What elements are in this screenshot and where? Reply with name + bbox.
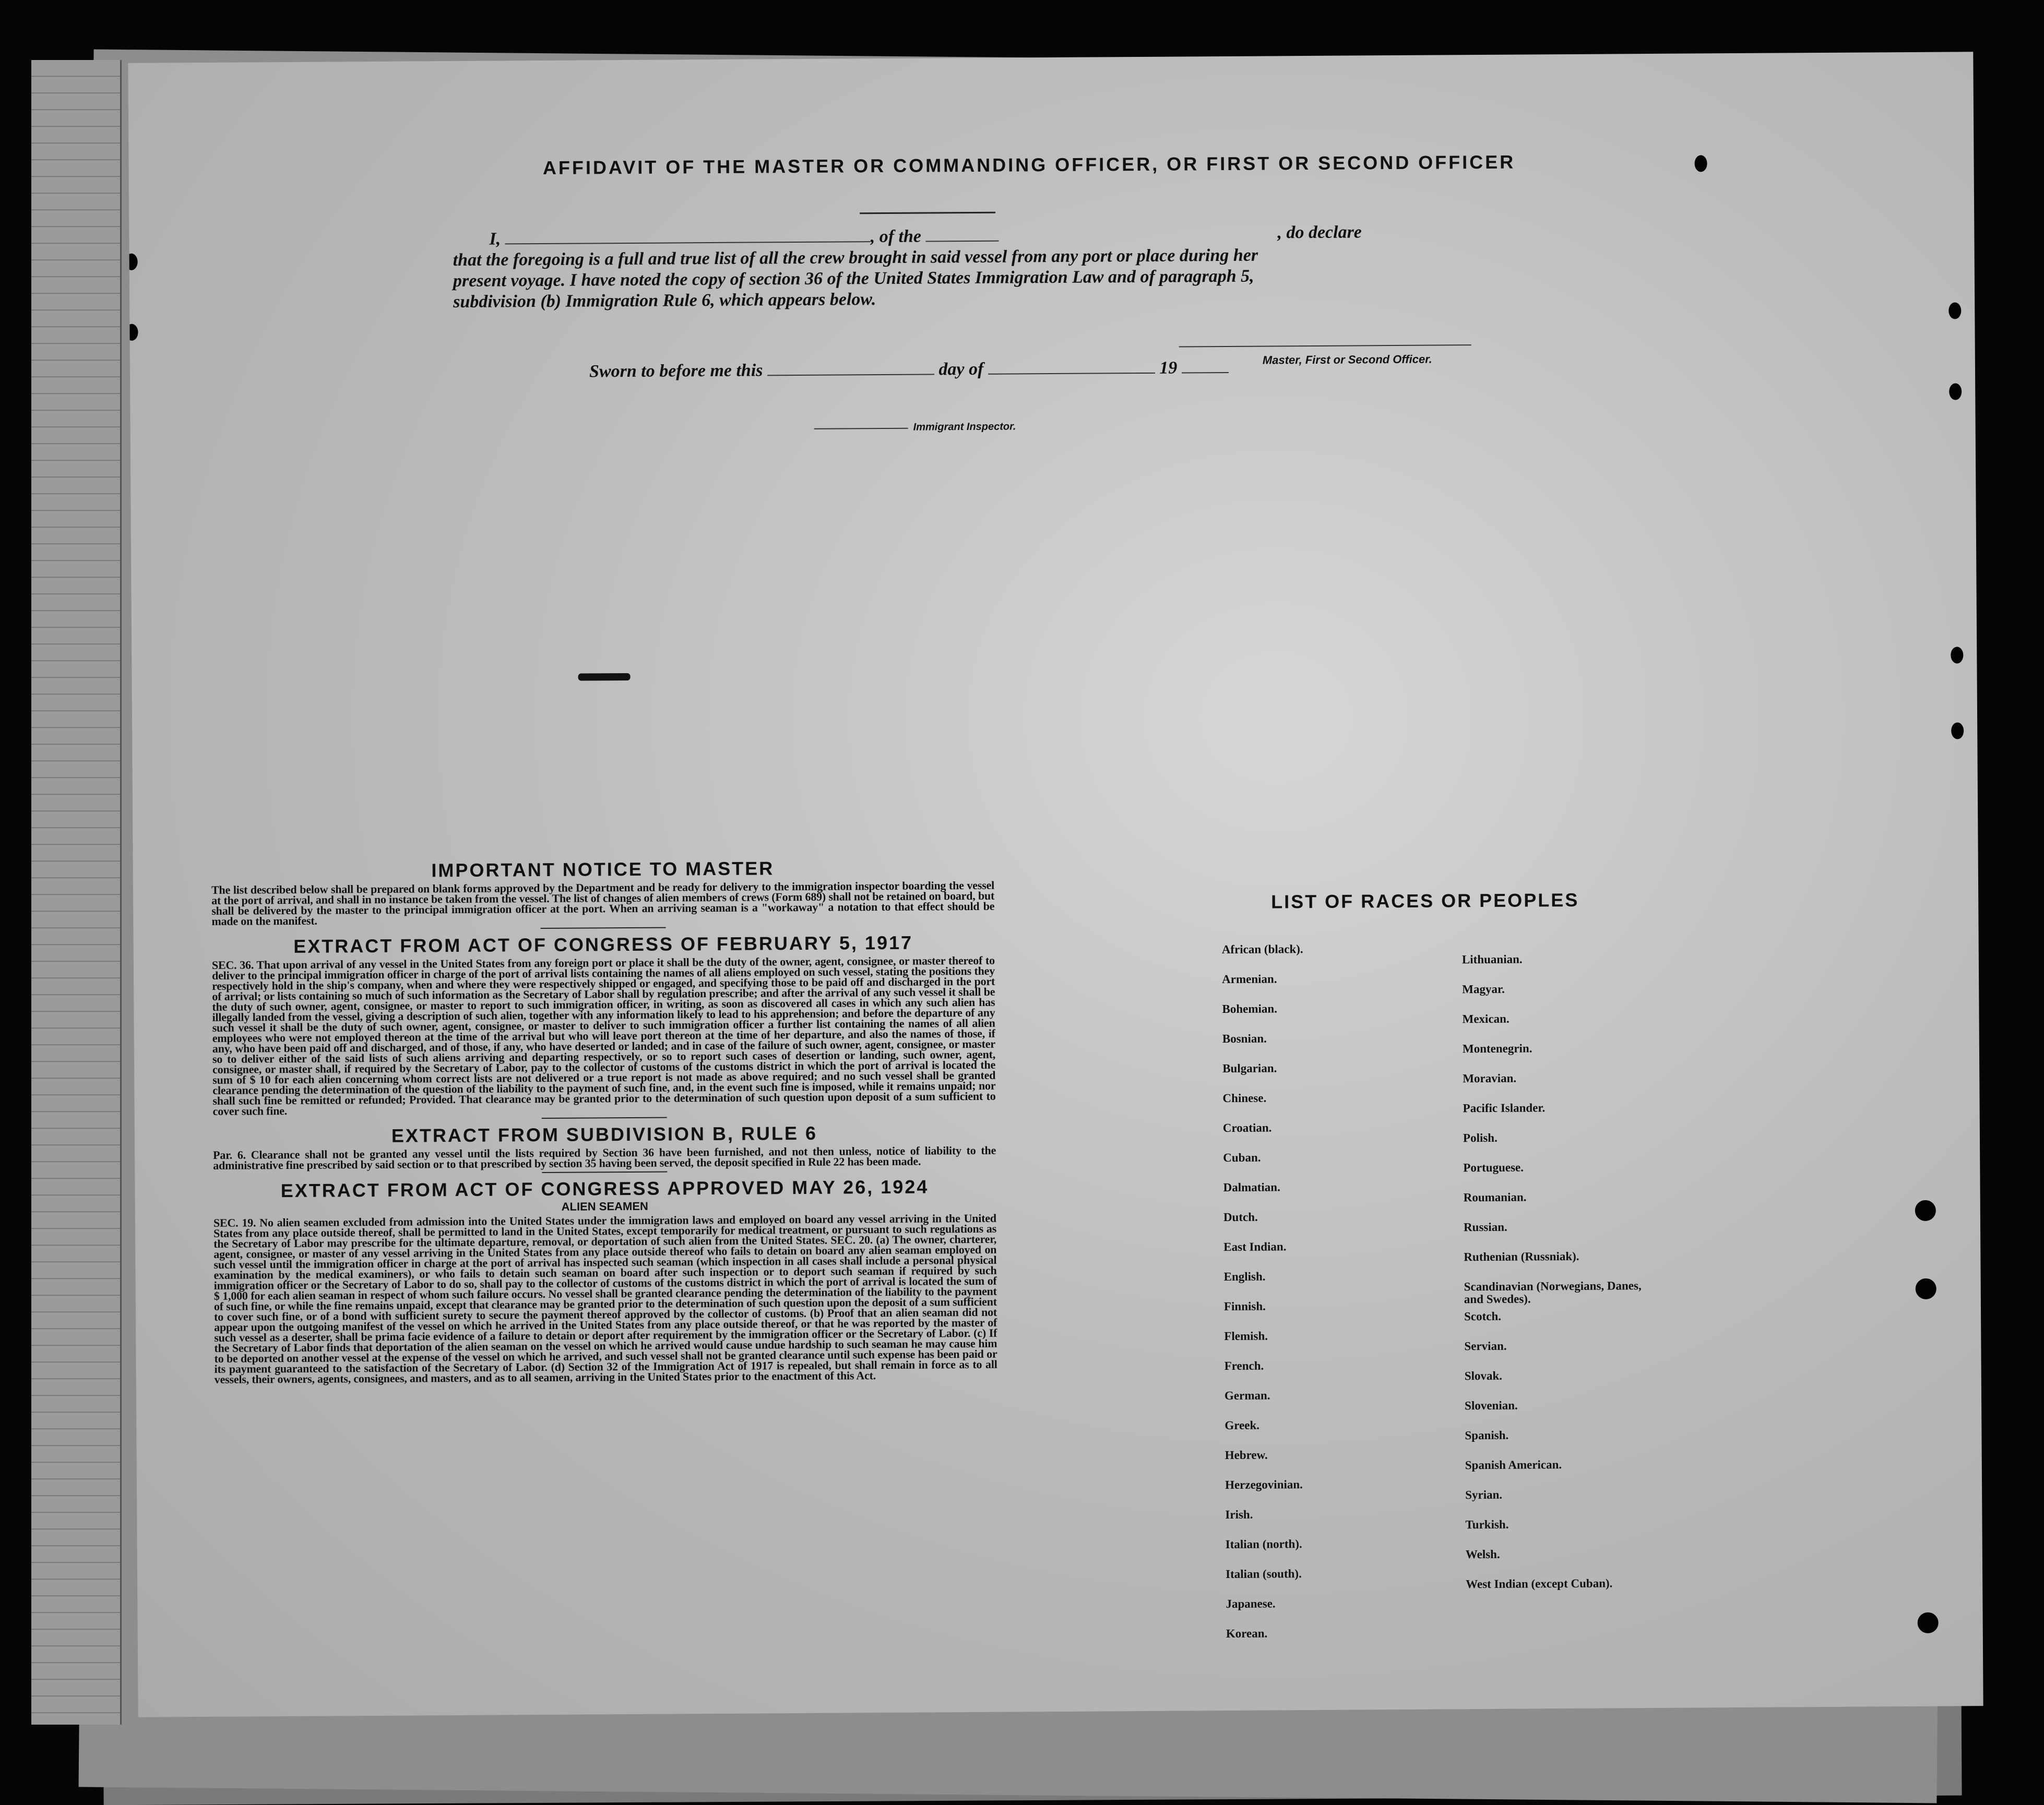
race-item: East Indian.: [1223, 1240, 1287, 1254]
race-item: Chinese.: [1222, 1091, 1267, 1105]
race-item: Montenegrin.: [1462, 1042, 1532, 1056]
race-item: Roumanian.: [1463, 1190, 1527, 1204]
races-left-column: [1222, 942, 1424, 1657]
race-item: Magyar.: [1462, 982, 1505, 996]
race-item: Herzegovinian.: [1225, 1478, 1303, 1492]
binder-hole: [1948, 302, 1961, 319]
title-underline: [860, 212, 995, 214]
race-item: Greek.: [1225, 1418, 1260, 1432]
sworn-year: 19: [1159, 358, 1178, 378]
race-item: Pacific Islander.: [1463, 1101, 1546, 1115]
affidavit-title: AFFIDAVIT OF THE MASTER OR COMMANDING OFFICER, OR FIRST OR SECOND OFFICER: [542, 151, 1516, 178]
race-item: Moravian.: [1463, 1071, 1517, 1085]
year-blank: [1182, 356, 1229, 374]
binder-hole: [1951, 647, 1963, 663]
extract-rule6-title: EXTRACT FROM SUBDIVISION B, RULE 6: [391, 1122, 818, 1146]
ink-smudge: [578, 673, 631, 681]
binder-hole: [128, 254, 137, 270]
binder-hole: [1951, 722, 1964, 739]
extract-1924-title: EXTRACT FROM ACT OF CONGRESS APPROVED MAY 26, 1924: [280, 1176, 929, 1202]
name-blank: [505, 225, 871, 244]
binder-hole: [128, 324, 138, 341]
day-blank: [767, 358, 934, 376]
notice-title: IMPORTANT NOTICE TO MASTER: [431, 857, 775, 881]
race-item: Italian (south).: [1226, 1567, 1302, 1581]
race-item: Mexican.: [1462, 1012, 1510, 1026]
binder-hole: [1949, 383, 1962, 400]
race-item: African (black).: [1221, 942, 1303, 957]
master-signature-label: Master, First or Second Officer.: [1262, 352, 1432, 367]
divider: [542, 1172, 667, 1173]
race-item: Turkish.: [1465, 1517, 1509, 1532]
extract-rule6-text: Par. 6. Clearance shall not be granted any vessel until the lists required by Section 36 have been furnished, and not then unless, notice of liability to the administrative fine prescribed by said section or to that prescribed by section 35 having been served, the deposit specified in Rule 22 has been made.: [213, 1143, 996, 1172]
race-item: Servian.: [1464, 1339, 1507, 1353]
race-item: Scotch.: [1464, 1309, 1502, 1323]
affidavit-line4: subdivision (b) Immigration Rule 6, which appears below.: [453, 290, 876, 312]
race-item: Spanish.: [1465, 1428, 1509, 1442]
vessel-blank: [925, 225, 999, 242]
race-item: English.: [1223, 1270, 1266, 1284]
master-signature-line: [1179, 344, 1471, 347]
race-item: Spanish American.: [1465, 1458, 1562, 1472]
race-item: Bulgarian.: [1222, 1061, 1277, 1075]
race-item: Dalmatian.: [1223, 1180, 1280, 1194]
race-item: Ruthenian (Russniak).: [1464, 1249, 1579, 1264]
sworn-line: [589, 356, 1229, 381]
affidavit-line3: present voyage. I have noted the copy of section 36 of the United States Immigration Law and of paragraph 5,: [453, 266, 1254, 291]
race-item: Hebrew.: [1225, 1448, 1268, 1462]
race-item: Finnish.: [1223, 1299, 1266, 1313]
inspector-label: Immigrant Inspector.: [913, 421, 1016, 433]
manifest-page: [128, 52, 1983, 1717]
extract-1917-text: SEC. 36. That upon arrival of any vessel in the United States from any foreign port or place it shall be the duty of the owner, agent, consignee, or master thereof to deliver to the principal immigration officer in charge of the port of arrival lists containing the names of all aliens employed on such vessel, stating the positions they respectively hold in the ship's company, when and where they were respectively shipped or engaged, and specifying those to be paid off and discharged in the port of arrival; or lists containing so much of such information as the Secretary of Labor shall by regulation prescribe; and after the arrival of any such vessel it shall be the duty of such owner, agent, consignee, or master to report to such immigration officer, in writing, as soon as discovered all cases in which any such alien has illegally landed from the vessel, giving a description of such alien, together with any information likely to lead to his apprehension; and before the departure of any such vessel it shall be the duty of such owner, agent, consignee, or master to deliver to such immigration officer a further list containing the names of all alien employees who were not employed thereon at the time of the arrival but who will leave port thereon at the time of her departure, and also the names of those, if any, who have been paid off and discharged, and of those, if any, who have deserted or landed; and in case of the failure of such owner, agent, consignee, or master so to deliver either of the said lists of such aliens arriving and departing respectively, or so to report such cases of desertion or landing, such owner, agent, consignee, or master shall, if required by the Secretary of Labor, pay to the collector of customs of the customs district in which the port of arrival is located the sum of $ 10 for each alien concerning whom correct lists are not delivered or a true report is not made as above required; and no such vessel shall be granted clearance pending the determination of the question of the liability to the payment of such fine, and, in the event such fine is imposed, while it remains unpaid; nor shall such fine be remitted or refunded; Provided. That clearance may be granted prior to the determination of such question upon deposit of a sum sufficient to cover such fine.: [211, 953, 996, 1118]
race-item: Portuguese.: [1463, 1161, 1524, 1175]
sworn-day-of: day of: [938, 359, 984, 379]
race-item: Syrian.: [1465, 1488, 1503, 1502]
race-item: Italian (north).: [1225, 1537, 1302, 1551]
affidavit-of-the: , of the: [870, 226, 922, 247]
sworn-prefix: Sworn to before me this: [589, 361, 763, 381]
notice-column: [211, 856, 997, 1388]
extract-1924-subtitle: ALIEN SEAMEN: [561, 1199, 648, 1213]
extract-1924-text: SEC. 19. No alien seamen excluded from admission into the United States under the immigration laws and employed on board any vessel arriving in the United States from any place outside thereof, shall be permitted to land in the United States, except temporarily for medical treatment, or pursuant to such regulations as the Secretary of Labor may prescribe for the ultimate departure, removal, or deportation of such alien from the United States. SEC. 20. (a) The owner, charterer, agent, consignee, or master of any vessel arriving in the United States from any place outside thereof who fails to detain on board any alien seaman employed on such vessel until the immigration officer in charge at the port of arrival has inspected such seaman (which inspection in all cases shall include a personal physical examination by the medical examiners), or who fails to detain such seaman on board after such inspection or to deport such seaman if required by such immigration officer or the Secretary of Labor to do so, shall pay to the collector of customs of the customs district in which the port of arrival is located the sum of $ 1,000 for each alien seaman in respect of whom such failure occurs. No vessel shall be granted clearance pending the determination of the liability to the payment of such fine, or while the fine remains unpaid, except that clearance may be granted prior to the determination of such question upon the deposit of a sum sufficient to cover such fine, or of a bond with sufficient surety to secure the payment thereof approved by the collector of customs. (b) Proof that an alien seaman did not appear upon the outgoing manifest of the vessel on which he arrived in the United States from any place outside thereof, or that he was reported by the master of such vessel as a deserter, shall be prima facie evidence of a failure to detain or deport after requirement by the immigration officer or the Secretary of Labor. (c) If the Secretary of Labor finds that deportation of the alien seaman on the vessel on which he arrived would cause undue hardship to such seaman he may cause him to be deported on another vessel at the expense of the vessel on which he arrived, and such vessel shall not be granted clearance until such expense has been paid or its payment guaranteed to the satisfaction of the Secretary of Labor. (d) Section 32 of the Immigration Act of 1917 is repealed, but shall remain in force as to all vessels, their owners, agents, consignees, and masters, and as to all seamen, arriving in the United States prior to the enactment of this Act.: [213, 1211, 997, 1386]
race-item: Cuban.: [1223, 1151, 1261, 1165]
extract-1917-title: EXTRACT FROM ACT OF CONGRESS OF FEBRUARY 5, 1917: [293, 931, 913, 957]
ledger-paper-edge: [31, 60, 122, 1725]
race-item: Dutch.: [1223, 1210, 1258, 1224]
race-item: Korean.: [1226, 1627, 1268, 1641]
race-item: Welsh.: [1465, 1547, 1500, 1561]
race-item: Russian.: [1463, 1220, 1507, 1234]
affidavit-line2: that the foregoing is a full and true list of all the crew brought in said vessel from any port or place during her: [453, 245, 1258, 270]
race-item: Lithuanian.: [1461, 952, 1523, 966]
binder-hole: [1916, 1278, 1936, 1299]
race-item: French.: [1224, 1359, 1264, 1373]
affidavit-body: [453, 221, 1627, 313]
race-item: Armenian.: [1222, 972, 1277, 986]
race-item: Bosnian.: [1222, 1032, 1267, 1046]
race-item: Bohemian.: [1222, 1002, 1277, 1016]
affidavit-i: I,: [489, 229, 501, 249]
race-item: Croatian.: [1222, 1121, 1272, 1135]
race-item: German.: [1224, 1389, 1270, 1403]
race-item: Scandinavian (Norwegians, Danes, and Swedes).: [1464, 1279, 1642, 1306]
binder-hole: [1694, 155, 1707, 172]
races-right-column: [1462, 952, 1665, 1608]
races-title: LIST OF RACES OR PEOPLES: [1271, 889, 1579, 913]
month-blank: [988, 357, 1155, 375]
race-item: Slovak.: [1464, 1369, 1503, 1383]
divider: [542, 1117, 667, 1119]
race-item: Flemish.: [1224, 1329, 1268, 1343]
race-item: Polish.: [1463, 1131, 1498, 1145]
binder-hole: [1918, 1612, 1939, 1633]
binder-hole: [1915, 1200, 1936, 1221]
race-item: West Indian (except Cuban).: [1466, 1576, 1613, 1591]
divider: [540, 927, 666, 929]
affidavit-declare: , do declare: [1277, 222, 1362, 243]
race-item: Japanese.: [1226, 1597, 1276, 1611]
race-item: Slovenian.: [1465, 1398, 1518, 1413]
notice-text: The list described below shall be prepared on blank forms approved by the Department and be ready for delivery to the immigration inspector boarding the vessel at the port of arrival, and shall in no instance be taken from the vessel. The list of changes of alien members of crews (Form 689) shall not be retained on board, but shall be delivered by the master to the principal immigration officer at the port. When an arriving seaman is a "workaway" a notation to that effect should be made on the manifest.: [211, 878, 995, 928]
race-item: Irish.: [1225, 1508, 1253, 1522]
inspector-signature-line: [814, 428, 908, 429]
